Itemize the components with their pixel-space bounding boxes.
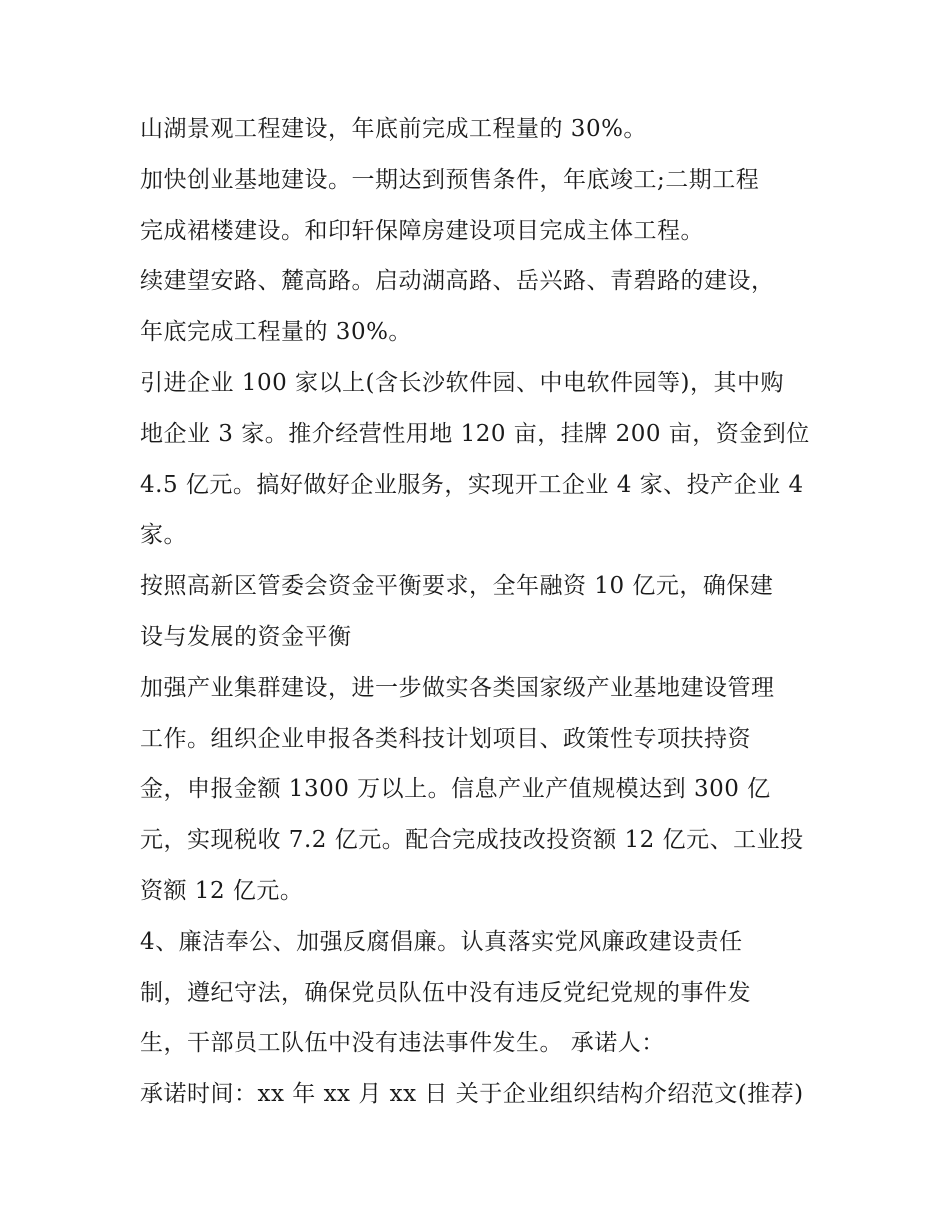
text-line: 制，遵纪守法，确保党员队伍中没有违反党纪党规的事件发: [140, 979, 751, 1006]
text-line: 山湖景观工程建设，年底前完成工程量的 30%。: [140, 116, 647, 142]
text-line: 完成裙楼建设。和印轩保障房建设项目完成主体工程。: [140, 217, 704, 244]
text-line: 加快创业基地建设。一期达到预售条件，年底竣工;二期工程: [140, 166, 760, 193]
text-line: 元，实现税收 7.2 亿元。配合完成技改投资额 12 亿元、工业投: [140, 827, 804, 854]
document-body: [140, 104, 820, 1120]
text-line: 家。: [140, 522, 187, 549]
text-line: 按照高新区管委会资金平衡要求，全年融资 10 亿元，确保建: [140, 573, 774, 600]
text-line: 金，申报金额 1300 万以上。信息产业产值规模达到 300 亿: [140, 776, 771, 803]
text-line: 地企业 3 家。推介经营性用地 120 亩，挂牌 200 亩，资金到位: [140, 420, 810, 447]
text-line: 工作。组织企业申报各类科技计划项目、政策性专项扶持资: [140, 725, 751, 752]
text-line: 设与发展的资金平衡: [140, 623, 352, 650]
text-line: 续建望安路、麓高路。启动湖高路、岳兴路、青碧路的建设，: [140, 268, 775, 295]
text-line: 承诺时间：xx 年 xx 月 xx 日 关于企业组织结构介绍范文(推荐): [140, 1081, 804, 1108]
text-line: 4、廉洁奉公、加强反腐倡廉。认真落实党风廉政建设责任: [140, 928, 743, 955]
text-line: 加强产业集群建设，进一步做实各类国家级产业基地建设管理: [140, 674, 775, 701]
text-line: 年底完成工程量的 30%。: [140, 319, 412, 346]
text-line: 生，干部员工队伍中没有违法事件发生。 承诺人：: [140, 1030, 665, 1057]
text-line: 资额 12 亿元。: [140, 877, 304, 904]
text-line: 引进企业 100 家以上(含长沙软件园、中电软件园等)，其中购: [140, 369, 784, 396]
text-line: 4.5 亿元。搞好做好企业服务，实现开工企业 4 家、投产企业 4: [140, 471, 804, 498]
